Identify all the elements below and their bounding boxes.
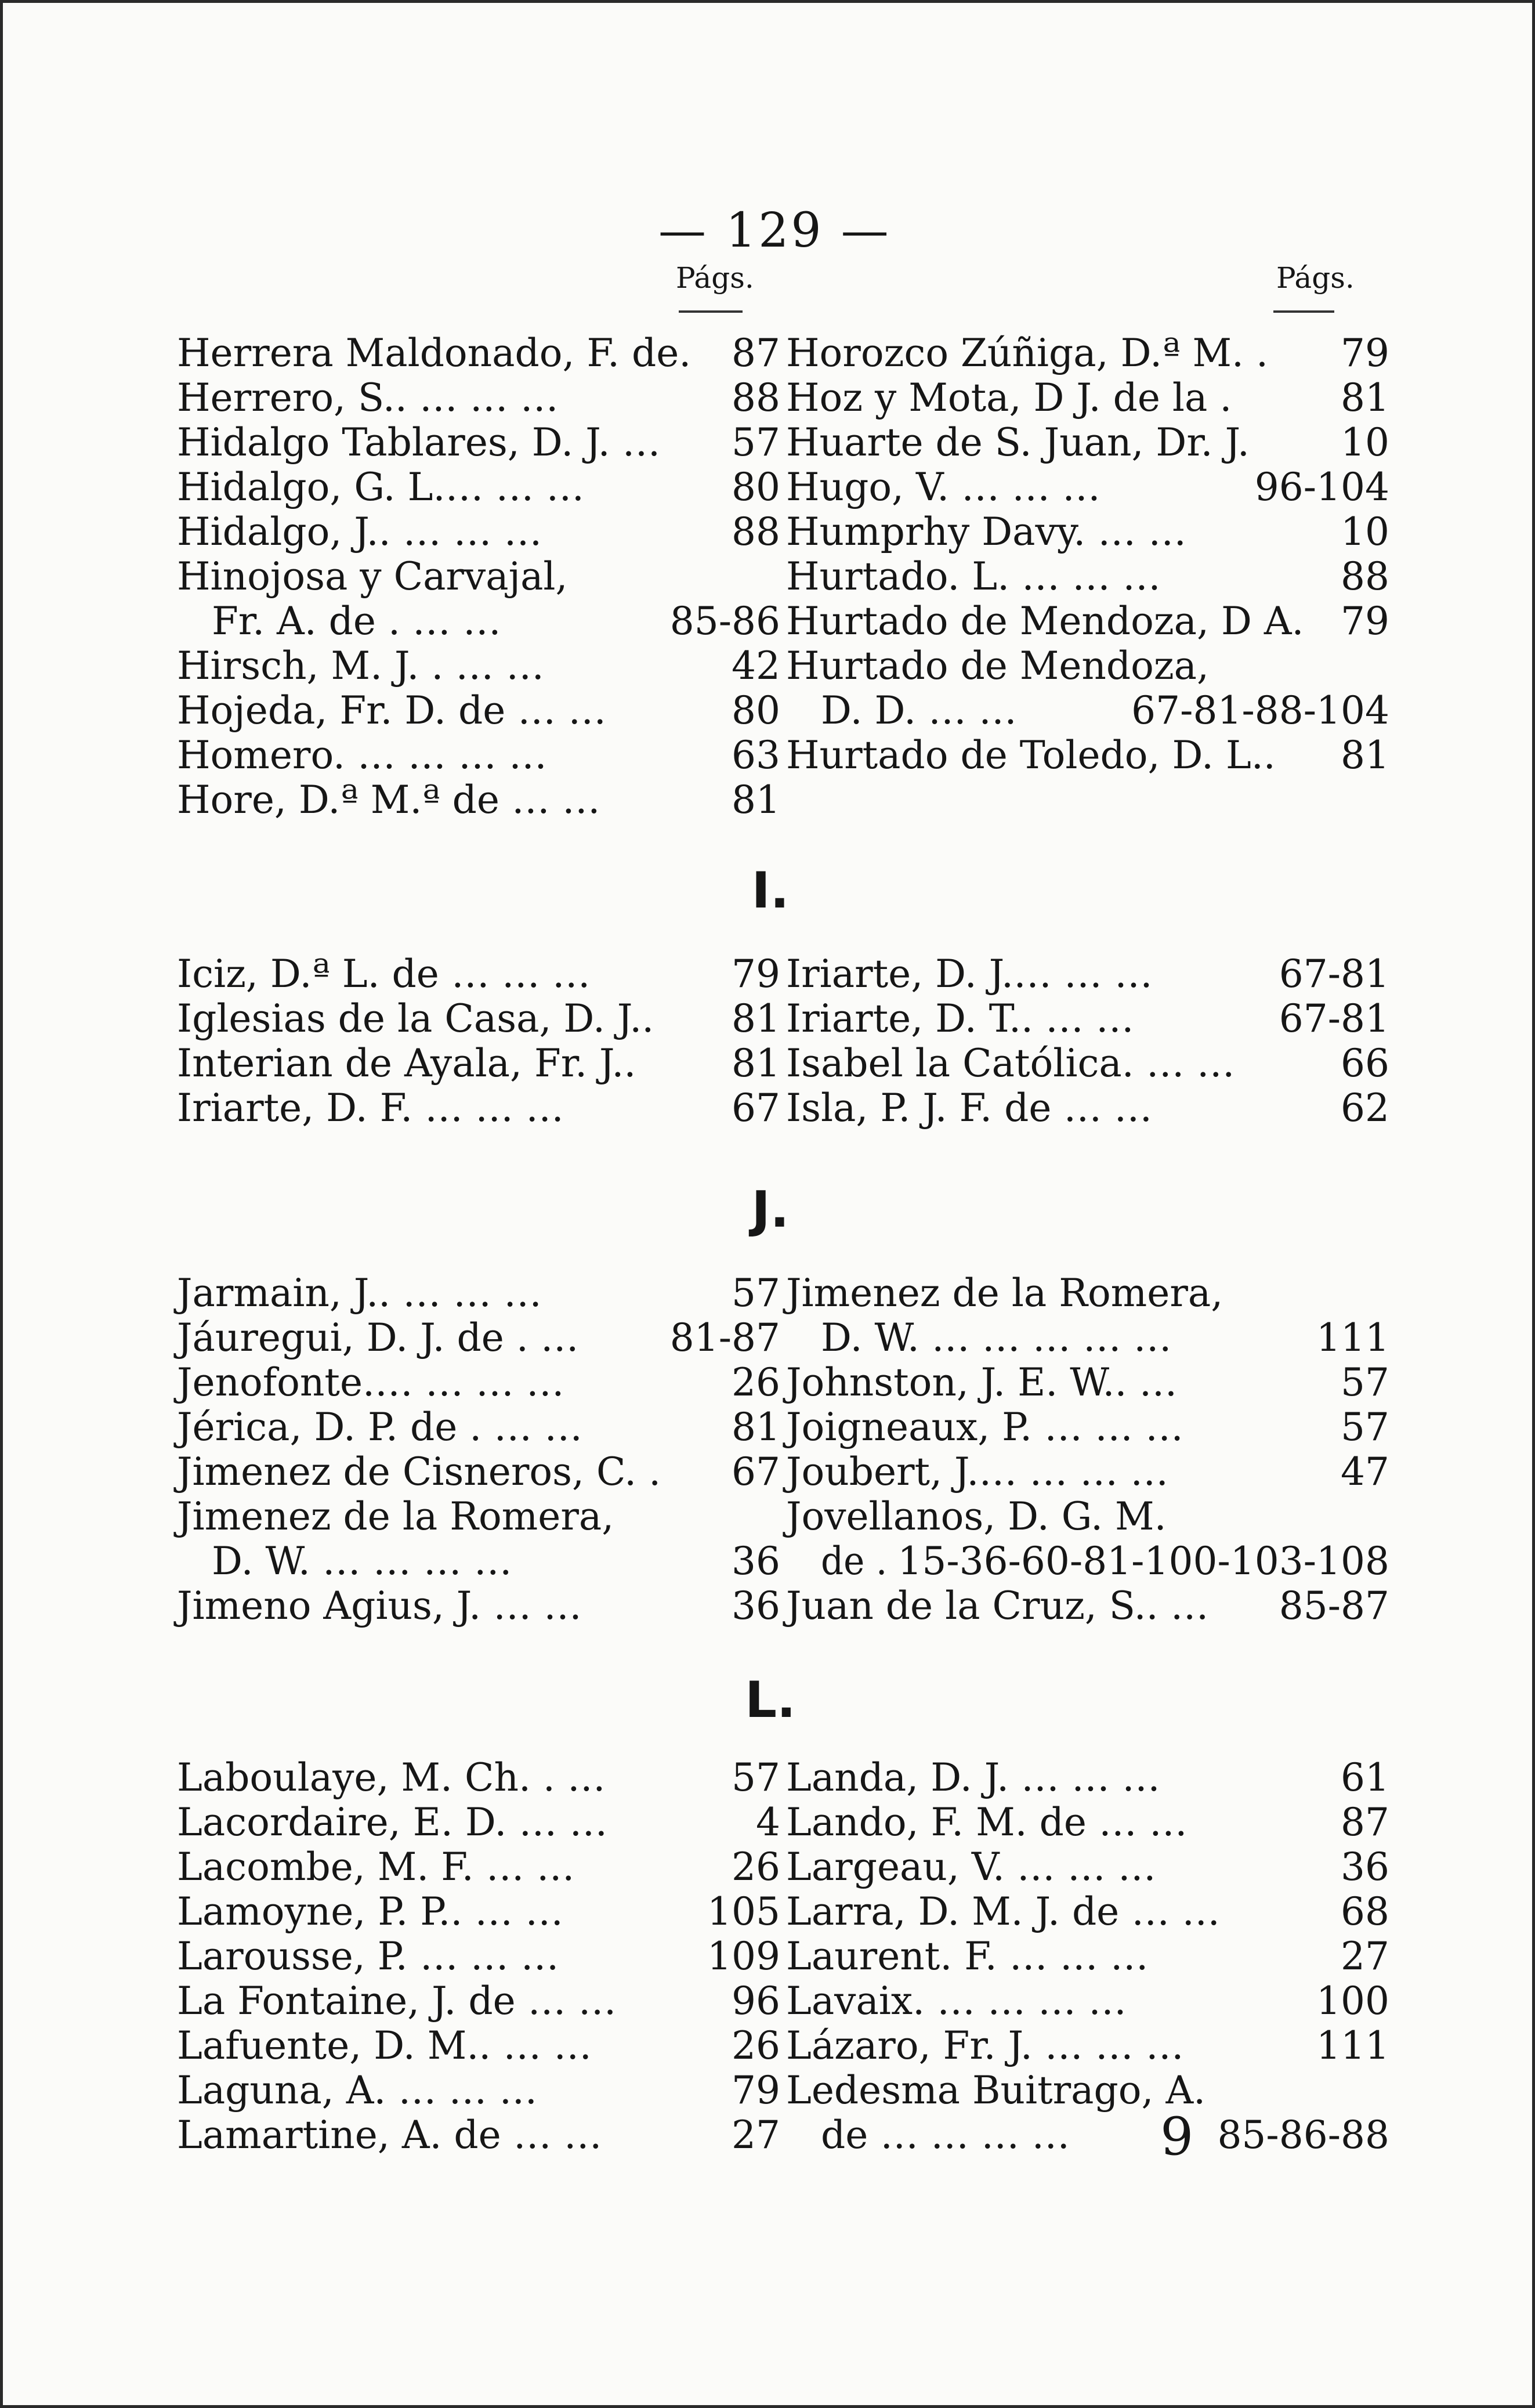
- index-entry: [786, 420, 1389, 465]
- index-entry-page: 26: [732, 1845, 780, 1889]
- index-entry-page: 57: [1341, 1360, 1389, 1405]
- index-entry-name: Lamoyne, P. P.. … …: [177, 1889, 564, 1934]
- index-entry-name: Hurtado. L. … … …: [786, 554, 1161, 599]
- index-entry: [177, 1800, 780, 1845]
- index-entry-page: 27: [732, 2113, 780, 2157]
- index-entry: [786, 1539, 1389, 1583]
- index-entry-name: Larousse, P. … … …: [177, 1934, 559, 1979]
- index-entry-name: Iglesias de la Casa, D. J..: [177, 996, 654, 1041]
- index-entry: [177, 1539, 780, 1583]
- index-entry-name: Hugo, V. … … …: [786, 465, 1101, 509]
- index-entry: [786, 1845, 1389, 1889]
- index-entry-name: Fr. A. de . … …: [212, 599, 501, 643]
- index-entry-page: 36: [1341, 1845, 1389, 1889]
- index-entry-page: 57: [732, 1755, 780, 1800]
- index-entry-page: 67: [732, 1086, 780, 1130]
- index-entry: [177, 778, 780, 822]
- index-entry: [786, 688, 1389, 733]
- index-entry: [786, 952, 1389, 996]
- index-entry-name: Landa, D. J. … … …: [786, 1755, 1161, 1800]
- index-entry: [177, 1845, 780, 1889]
- column-header-rule-right: [1273, 310, 1334, 313]
- index-entry-page: 57: [732, 1271, 780, 1315]
- index-entry-name: Laurent. F. … … …: [786, 1934, 1149, 1979]
- column-header-rule-left: [679, 310, 743, 313]
- index-entry-name: Lacordaire, E. D. … …: [177, 1800, 608, 1845]
- index-entry: [177, 1449, 780, 1494]
- index-entry: [786, 996, 1389, 1041]
- index-entry: [786, 1494, 1389, 1539]
- index-entry-page: 36: [732, 1583, 780, 1628]
- index-entry-name: Jenofonte.… … … …: [177, 1360, 564, 1405]
- index-entry-page: 67: [732, 1449, 780, 1494]
- index-entry-name: Hidalgo, G. L.… … …: [177, 465, 585, 509]
- index-entry-name: Iriarte, D. T.. … …: [786, 996, 1134, 1041]
- index-entry: [177, 375, 780, 420]
- index-entry-page: 87: [1341, 1800, 1389, 1845]
- index-entry: [177, 599, 780, 643]
- index-entry-page: 96: [732, 1979, 780, 2023]
- index-entry-name: La Fontaine, J. de … …: [177, 1979, 617, 2023]
- index-entry-page: 79: [732, 952, 780, 996]
- index-entry: [177, 2023, 780, 2068]
- index-entry-name: Hidalgo Tablares, D. J. …: [177, 420, 661, 465]
- index-column-h-left: [177, 331, 780, 822]
- index-entry: [177, 1041, 780, 1086]
- index-entry-name: Juan de la Cruz, S.. …: [786, 1583, 1209, 1628]
- index-column-i-right: [786, 952, 1389, 1130]
- index-entry-name: Horozco Zúñiga, D.ª M. .: [786, 331, 1268, 375]
- index-column-l-right: [786, 1755, 1389, 2157]
- index-entry-name: Hurtado de Toledo, D. L..: [786, 733, 1276, 778]
- index-entry-name: Iriarte, D. J.… … …: [786, 952, 1153, 996]
- index-entry: [786, 509, 1389, 554]
- index-entry-name: Humprhy Davy. … …: [786, 509, 1187, 554]
- index-entry-page: 27: [1341, 1934, 1389, 1979]
- index-entry-name: Lázaro, Fr. J. … … …: [786, 2023, 1184, 2068]
- signature-mark: 9: [1160, 2106, 1194, 2167]
- index-entry: [177, 1583, 780, 1628]
- index-entry-name: Joubert, J.… … … …: [786, 1449, 1169, 1494]
- index-entry-name: Lacombe, M. F. … …: [177, 1845, 575, 1889]
- index-entry-page: 85-87: [1279, 1583, 1389, 1628]
- index-entry-page: 85-86: [669, 599, 780, 643]
- section-heading-i: I.: [751, 862, 790, 920]
- index-entry-name: D. W. … … … …: [212, 1539, 512, 1583]
- index-entry-name: Herrera Maldonado, F. de.: [177, 331, 692, 375]
- index-entry-name: Isla, P. J. F. de … …: [786, 1086, 1153, 1130]
- index-entry-page: 81: [1341, 733, 1389, 778]
- index-entry-page: 100: [1316, 1979, 1389, 2023]
- index-entry-name: Largeau, V. … … …: [786, 1845, 1156, 1889]
- index-entry-name: Homero. … … … …: [177, 733, 547, 778]
- index-entry-page: 80: [732, 688, 780, 733]
- index-entry-page: 111: [1316, 1315, 1389, 1360]
- index-entry-page: 111: [1316, 2023, 1389, 2068]
- index-entry-page: 79: [732, 2068, 780, 2113]
- index-entry-name: de .: [821, 1539, 888, 1583]
- index-entry-page: 67-81-88-104: [1131, 688, 1389, 733]
- index-entry-name: Laguna, A. … … …: [177, 2068, 538, 2113]
- index-entry-page: 10: [1341, 420, 1389, 465]
- index-entry-name: Jarmain, J.. … … …: [177, 1271, 542, 1315]
- index-entry-name: Lando, F. M. de … …: [786, 1800, 1188, 1845]
- index-entry-name: Larra, D. M. J. de … …: [786, 1889, 1221, 1934]
- index-entry: [786, 331, 1389, 375]
- index-entry-name: Lafuente, D. M.. … …: [177, 2023, 592, 2068]
- index-entry: [786, 2023, 1389, 2068]
- index-entry-page: 79: [1341, 599, 1389, 643]
- index-entry-page: 57: [1341, 1405, 1389, 1449]
- index-entry-page: 67-81: [1279, 952, 1389, 996]
- index-entry: [177, 465, 780, 509]
- index-entry-page: 88: [1341, 554, 1389, 599]
- index-entry: [177, 952, 780, 996]
- index-entry-name: Herrero, S.. … … …: [177, 375, 559, 420]
- index-entry-name: Laboulaye, M. Ch. . …: [177, 1755, 606, 1800]
- index-entry-page: 96-104: [1254, 465, 1389, 509]
- index-column-i-left: [177, 952, 780, 1130]
- index-entry-page: 81: [1341, 375, 1389, 420]
- index-entry-name: Jovellanos, D. G. M.: [786, 1494, 1167, 1539]
- index-entry: [177, 688, 780, 733]
- index-entry-name: de … … … …: [821, 2113, 1070, 2157]
- index-entry: [177, 1979, 780, 2023]
- index-entry-page: 81: [732, 1041, 780, 1086]
- index-entry-page: 79: [1341, 331, 1389, 375]
- index-entry: [786, 554, 1389, 599]
- index-entry: [177, 2068, 780, 2113]
- index-entry: [786, 1583, 1389, 1628]
- index-entry-page: 26: [732, 1360, 780, 1405]
- column-header-left: Págs.: [676, 261, 754, 295]
- index-entry-name: Lamartine, A. de … …: [177, 2113, 602, 2157]
- index-entry: [786, 1934, 1389, 1979]
- index-column-j-right: [786, 1271, 1389, 1628]
- index-entry-page: 67-81: [1279, 996, 1389, 1041]
- column-header-right: Págs.: [1276, 261, 1355, 295]
- index-entry-page: 88: [732, 375, 780, 420]
- index-entry-page: 88: [732, 509, 780, 554]
- index-entry-page: 61: [1341, 1755, 1389, 1800]
- index-entry-name: Jáuregui, D. J. de . …: [177, 1315, 579, 1360]
- index-entry: [177, 331, 780, 375]
- index-entry: [786, 2068, 1389, 2113]
- index-entry-name: Jimenez de la Romera,: [786, 1271, 1223, 1315]
- index-entry: [177, 1271, 780, 1315]
- index-entry-name: Iciz, D.ª L. de … … …: [177, 952, 591, 996]
- index-entry: [177, 996, 780, 1041]
- index-entry: [177, 1086, 780, 1130]
- index-entry-name: D. W. … … … … …: [821, 1315, 1172, 1360]
- index-entry-name: Hurtado de Mendoza,: [786, 643, 1209, 688]
- index-entry: [177, 1315, 780, 1360]
- index-entry: [786, 1405, 1389, 1449]
- index-entry-name: Hidalgo, J.. … … …: [177, 509, 542, 554]
- section-heading-l: L.: [745, 1671, 796, 1729]
- index-entry-page: 10: [1341, 509, 1389, 554]
- index-entry: [177, 1889, 780, 1934]
- index-entry: [177, 733, 780, 778]
- index-entry-name: Hirsch, M. J. . … …: [177, 643, 545, 688]
- index-entry: [786, 1315, 1389, 1360]
- index-entry-name: Interian de Ayala, Fr. J..: [177, 1041, 636, 1086]
- index-column-l-left: [177, 1755, 780, 2157]
- index-entry: [786, 1755, 1389, 1800]
- index-entry-name: D. D. … …: [821, 688, 1018, 733]
- index-entry-page: 15-36-60-81-100-103-108: [897, 1539, 1389, 1583]
- index-entry-page: 85-86-88: [1217, 2113, 1389, 2157]
- index-entry-page: 81: [732, 1405, 780, 1449]
- index-entry-page: 4: [756, 1800, 780, 1845]
- index-entry: [786, 1086, 1389, 1130]
- index-entry-name: Joigneaux, P. … … …: [786, 1405, 1184, 1449]
- index-entry-page: 80: [732, 465, 780, 509]
- index-entry: [177, 420, 780, 465]
- index-entry-name: Iriarte, D. F. … … …: [177, 1086, 564, 1130]
- index-entry-name: Jimeno Agius, J. … …: [177, 1583, 582, 1628]
- index-entry: [177, 1934, 780, 1979]
- section-heading-j: J.: [751, 1181, 790, 1239]
- running-head-page-number: — 129 —: [658, 203, 891, 258]
- index-entry-page: 57: [732, 420, 780, 465]
- index-entry-name: Huarte de S. Juan, Dr. J.: [786, 420, 1250, 465]
- index-entry-name: Jérica, D. P. de . … …: [177, 1405, 583, 1449]
- index-entry-page: 63: [732, 733, 780, 778]
- index-entry: [177, 643, 780, 688]
- index-entry-name: Hurtado de Mendoza, D A.: [786, 599, 1304, 643]
- index-entry: [786, 1271, 1389, 1315]
- index-entry: [177, 1360, 780, 1405]
- index-entry: [177, 2113, 780, 2157]
- index-entry-page: 62: [1341, 1086, 1389, 1130]
- index-entry: [786, 375, 1389, 420]
- index-entry-page: 109: [707, 1934, 780, 1979]
- index-entry-name: Jimenez de Cisneros, C. .: [177, 1449, 661, 1494]
- index-entry: [786, 1360, 1389, 1405]
- index-entry: [786, 465, 1389, 509]
- index-entry-name: Hoz y Mota, D J. de la .: [786, 375, 1232, 420]
- index-entry: [786, 1041, 1389, 1086]
- index-entry-name: Isabel la Católica. … …: [786, 1041, 1235, 1086]
- index-entry: [177, 554, 780, 599]
- index-entry-page: 81: [732, 996, 780, 1041]
- index-entry-page: 68: [1341, 1889, 1389, 1934]
- index-entry-name: Lavaix. … … … …: [786, 1979, 1127, 2023]
- index-column-j-left: [177, 1271, 780, 1628]
- index-entry: [786, 599, 1389, 643]
- index-entry: [786, 1800, 1389, 1845]
- index-entry-name: Hojeda, Fr. D. de … …: [177, 688, 607, 733]
- index-entry-page: 26: [732, 2023, 780, 2068]
- index-entry: [786, 1979, 1389, 2023]
- index-entry: [786, 1449, 1389, 1494]
- index-entry: [786, 2113, 1389, 2157]
- index-entry-name: Jimenez de la Romera,: [177, 1494, 614, 1539]
- index-entry-name: Johnston, J. E. W.. …: [786, 1360, 1178, 1405]
- index-entry: [177, 1755, 780, 1800]
- index-entry: [786, 733, 1389, 778]
- index-entry-name: Hore, D.ª M.ª de … …: [177, 778, 600, 822]
- index-entry-page: 42: [732, 643, 780, 688]
- index-entry: [786, 643, 1389, 688]
- index-entry-page: 81-87: [669, 1315, 780, 1360]
- index-entry: [177, 1494, 780, 1539]
- index-entry-page: 87: [732, 331, 780, 375]
- index-column-h-right: [786, 331, 1389, 778]
- index-entry-page: 47: [1341, 1449, 1389, 1494]
- index-entry: [786, 1889, 1389, 1934]
- index-entry: [177, 1405, 780, 1449]
- index-entry-page: 105: [707, 1889, 780, 1934]
- index-entry-name: Ledesma Buitrago, A.: [786, 2068, 1206, 2113]
- index-entry-name: Hinojosa y Carvajal,: [177, 554, 568, 599]
- index-entry-page: 81: [732, 778, 780, 822]
- index-entry-page: 66: [1341, 1041, 1389, 1086]
- index-entry-page: 36: [732, 1539, 780, 1583]
- index-entry: [177, 509, 780, 554]
